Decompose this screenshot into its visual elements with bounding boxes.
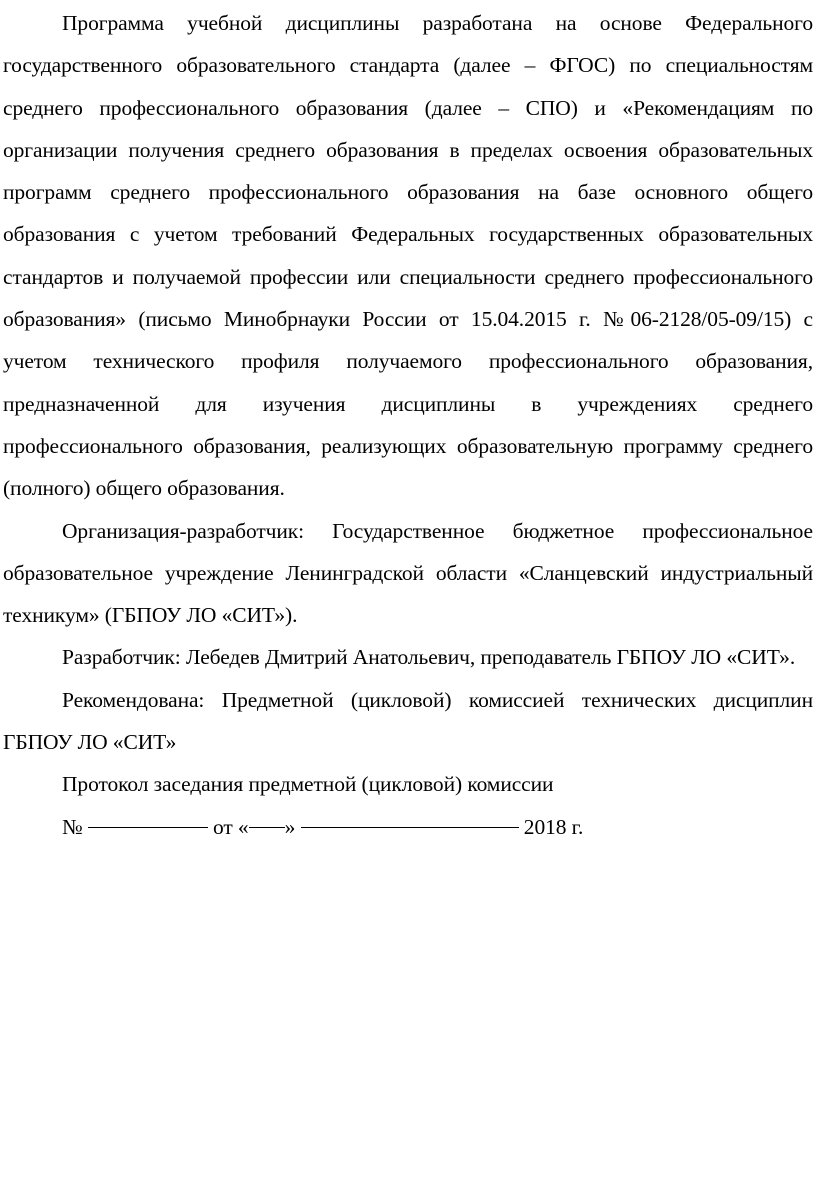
protocol-paragraph: Протокол заседания предметной (цикловой) комиссии: [62, 772, 554, 797]
protocol-number-blank: [88, 805, 208, 828]
protocol-number-line: [3, 806, 813, 848]
organization-paragraph: Организация-разработчик: Государственное бюджетное профессиональное образовательное учреждение Ленинградской области «Сланцевский индустриальный техникум» (ГБПОУ ЛО «СИТ»).: [3, 518, 813, 628]
intro-paragraph: Программа учебной дисциплины разработана на основе Федерального государственного образовательного стандарта (далее – ФГОС) по специальностям среднего профессионального образования (далее – СПО) и «Рекомендациям по организации получения среднего образования в пределах освоения образовательных программ среднего профессионального образования на базе основного общего образования с учетом требований Федеральных государственных образовательных стандартов и получаемой профессии или специальности среднего профессионального образования» (письмо Минобрнауки России от 15.04.2015 г. №06-2128/05-09/15) с учетом технического профиля получаемого профессионального образования, предназначенной для изучения дисциплины в учреждениях среднего профессионального образования, реализующих образовательную программу среднего (полного) общего образования.: [3, 11, 813, 501]
from-label: от «: [212, 814, 249, 839]
recommended-paragraph: Рекомендована: Предметной (цикловой) комиссией технических дисциплин ГБПОУ ЛО «СИТ»: [3, 687, 813, 755]
month-blank: [301, 805, 519, 828]
number-sign: №: [62, 814, 83, 839]
developer-paragraph: Разработчик: Лебедев Дмитрий Анатольевич, преподаватель ГБПОУ ЛО «СИТ».: [62, 645, 796, 670]
document-body: [3, 2, 813, 848]
quote-close: »: [284, 814, 296, 839]
year-label: 2018 г.: [523, 814, 584, 839]
day-blank: [249, 805, 285, 828]
